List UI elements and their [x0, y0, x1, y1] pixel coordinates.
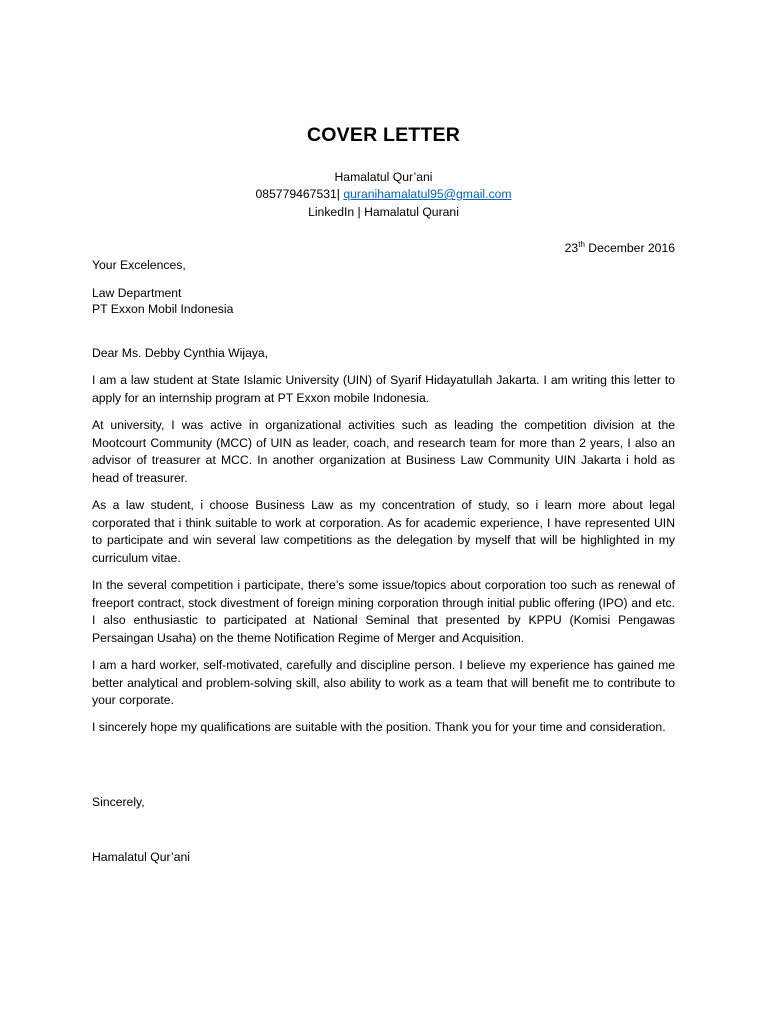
recipient-department: Law Department: [92, 286, 182, 300]
body-paragraph: At university, I was active in organizational activities such as leading the competition division at the Mootcourt Community (MCC) of UIN as leader, coach, and research team for more than 2 years, I also an advisor of treasurer at MCC. In another organization at Business Law Community UIN Jakarta i hold as head of treasurer.: [92, 418, 675, 485]
date-month-year: December 2016: [588, 241, 675, 255]
sender-email-link[interactable]: quranihamalatul95@gmail.com: [343, 187, 512, 201]
letter-page: [92, 0, 675, 1024]
body-paragraph: In the several competition i participate, there’s some issue/topics about corporation too such as renewal of freeport contract, stock divestment of foreign mining corporation through initial public offering (IPO) and etc. I also enthusiastic to participated at National Seminal that presented by KPPU (Komisi Pengawas Persaingan Usaha) on the theme Notification Regime of Merger and Acquisition.: [92, 578, 675, 645]
signature-name: Hamalatul Qur’ani: [92, 850, 190, 864]
letter-title: COVER LETTER: [307, 124, 460, 146]
body-paragraph: I am a hard worker, self-motivated, carefully and discipline person. I believe my experience has gained me better analytical and problem-solving skill, also ability to work as a team that will benefit me to contribute to your corporate.: [92, 658, 675, 708]
date-suffix: th: [578, 239, 585, 249]
salutation: Your Excelences,: [92, 258, 186, 272]
contact-separator: |: [336, 187, 340, 201]
sender-phone: 085779467531: [255, 187, 337, 201]
body-paragraph: I sincerely hope my qualifications are suitable with the position. Thank you for your time and consideration.: [92, 720, 666, 734]
greeting: Dear Ms. Debby Cynthia Wijaya,: [92, 346, 269, 360]
recipient-company: PT Exxon Mobil Indonesia: [92, 302, 234, 316]
body-paragraph: As a law student, i choose Business Law as my concentration of study, so i learn more about legal corporated that i think suitable to work at corporation. As for academic experience, I have represented UIN to participate and win several law competitions as the delegation by myself that will be highlighted in my curriculum vitae.: [92, 498, 675, 565]
sender-contact-line: [92, 186, 675, 203]
sender-linkedin: LinkedIn | Hamalatul Qurani: [308, 205, 459, 219]
date-day: 23: [564, 241, 579, 255]
sender-name: Hamalatul Qur’ani: [334, 170, 433, 184]
body-paragraph: I am a law student at State Islamic University (UIN) of Syarif Hidayatullah Jakarta. I am writing this letter to apply for an internship program at PT Exxon mobile Indonesia.: [92, 373, 675, 405]
letter-date: [565, 240, 675, 257]
closing: Sincerely,: [92, 795, 145, 809]
